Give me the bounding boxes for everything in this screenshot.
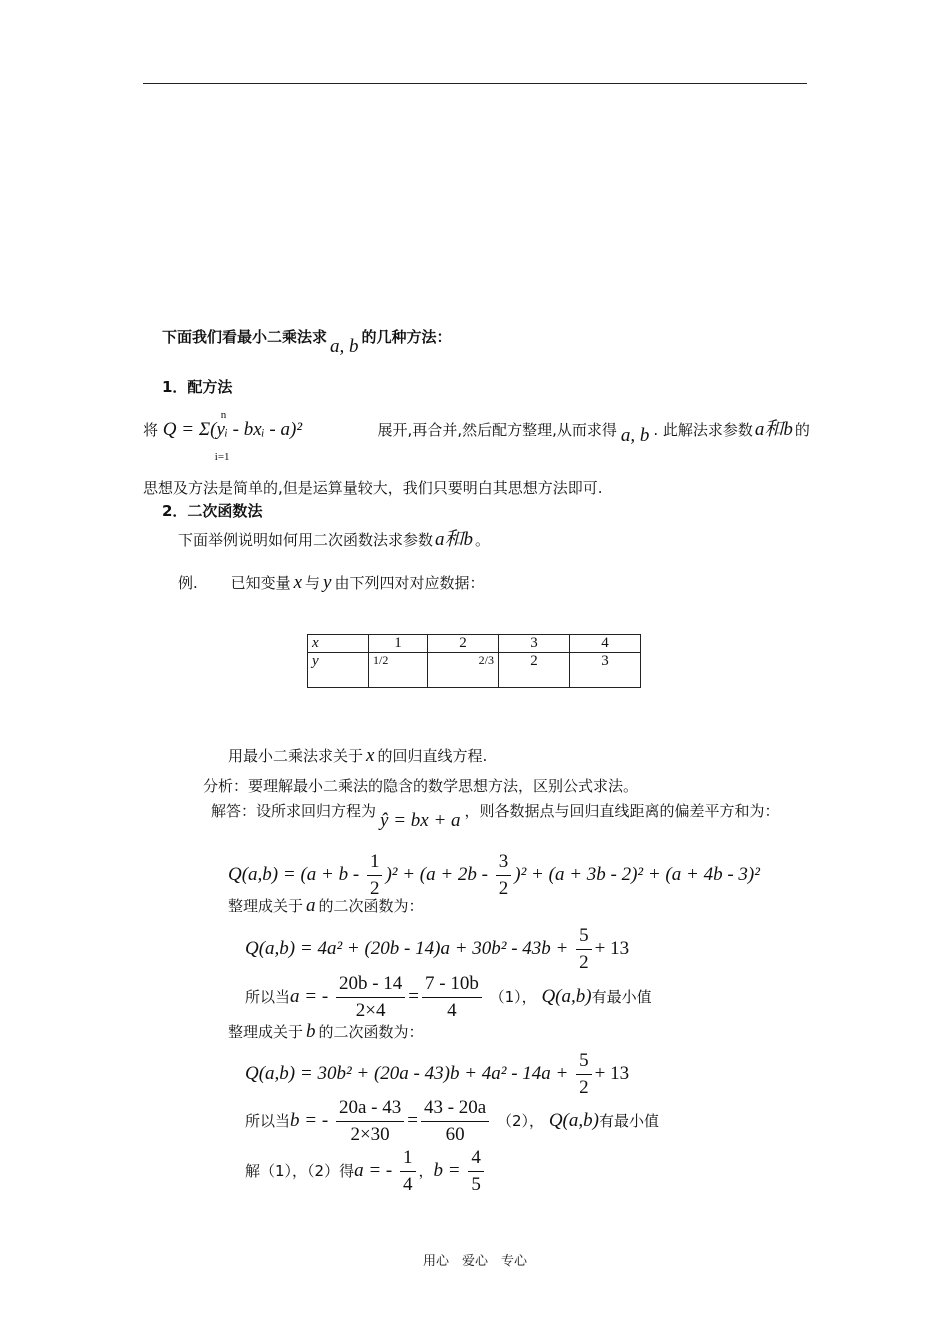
answer-line <box>211 800 780 831</box>
min-a-eq: = <box>408 986 419 1007</box>
frac-num: 3 <box>498 851 509 872</box>
intro-vars: a和b <box>435 529 474 550</box>
eq2-lhs: Q(a,b) = 4a² + (20b - 14)a + 30b² - 43b + <box>245 937 569 959</box>
frac-num: 5 <box>579 1050 589 1071</box>
eq1-mid: )² + (a + 2b - <box>385 863 489 885</box>
eq1-fraction-1 <box>367 851 383 900</box>
frac-num: 1 <box>369 851 380 872</box>
frac-den: 2 <box>576 1074 592 1099</box>
table-cell: 2 <box>499 653 570 688</box>
solution-a-lhs: a = - <box>354 1160 393 1181</box>
frac-num: 1 <box>403 1147 413 1168</box>
section1-title: 1．配方法 <box>162 378 233 396</box>
table-head-y: y <box>308 653 369 688</box>
analysis-line: 分析：要理解最小二乘法的隐含的数学思想方法，区别公式求法。 <box>203 777 639 795</box>
step-a-line <box>228 895 424 917</box>
para1-lead: 将 <box>143 421 159 439</box>
header-rule <box>143 83 807 84</box>
least-squares-formula <box>162 409 378 463</box>
formula-text: Q = Σ(yᵢ - bxᵢ - a)² <box>162 419 303 440</box>
task-line <box>228 745 487 767</box>
answer-pre: 解答：设所求回归方程为 <box>211 802 377 820</box>
example-mid: 与 <box>305 574 321 592</box>
frac-den: 4 <box>422 997 482 1022</box>
frac-den: 2×4 <box>336 997 405 1022</box>
para1-vars: a, b <box>620 425 650 446</box>
frac-den: 5 <box>468 1171 484 1196</box>
eq1-lhs: Q(a,b) = (a + b - <box>228 863 360 885</box>
task-x: x <box>366 745 375 766</box>
min-a-line <box>245 973 652 1022</box>
frac-num: 4 <box>471 1147 481 1168</box>
min-b-eq: = <box>407 1110 418 1131</box>
deviation-sum-equation <box>228 851 760 900</box>
heading-vars: a, b <box>330 336 359 357</box>
quadratic-in-a-equation <box>245 925 629 974</box>
sum-upper-limit: n <box>220 409 227 421</box>
frac-den: 60 <box>421 1121 489 1146</box>
page-footer: 用心 爱心 专心 <box>423 1254 528 1269</box>
frac-den: 2×30 <box>336 1121 404 1146</box>
solution-b-fraction <box>468 1147 484 1196</box>
solution-sep: ， <box>418 1162 434 1180</box>
para1-mid2: . 此解法求参数 <box>653 421 753 439</box>
example-line <box>178 572 484 594</box>
table-row-x <box>308 635 641 653</box>
intro-text: 下面举例说明如何用二次函数法求参数 <box>178 531 434 549</box>
table-cell: 1/2 <box>369 653 428 688</box>
frac-den: 2 <box>367 875 383 900</box>
min-a-lhs: a = - <box>290 986 329 1007</box>
solution-pre: 解（1），（2）得 <box>245 1162 355 1180</box>
data-table <box>307 634 641 688</box>
solution-line <box>245 1147 487 1196</box>
min-b-q: Q(a,b) <box>548 1110 599 1131</box>
frac-num: 20b - 14 <box>338 973 403 994</box>
min-b-fraction-1 <box>336 1097 404 1146</box>
example-x: x <box>293 572 303 593</box>
eq3-fraction <box>576 1050 592 1099</box>
para1-end: 的 <box>794 421 810 439</box>
table-cell: 2/3 <box>428 653 499 688</box>
task-pre: 用最小二乘法求关于 <box>228 747 364 765</box>
heading-text-end: 的几种方法： <box>361 328 452 346</box>
eq3-lhs: Q(a,b) = 30b² + (20a - 43)b + 4a² - 14a + <box>245 1062 569 1084</box>
min-b-lhs: b = - <box>290 1110 329 1131</box>
step-b-var: b <box>306 1021 316 1042</box>
step-b-line <box>228 1021 424 1043</box>
table-row-y <box>308 653 641 688</box>
step-a-var: a <box>306 895 316 916</box>
solution-a-fraction <box>400 1147 416 1196</box>
table-cell: 3 <box>499 635 570 653</box>
table-cell: 4 <box>570 635 641 653</box>
section2-intro <box>178 524 490 551</box>
frac-num: 43 - 20a <box>423 1097 487 1118</box>
table-cell: 3 <box>570 653 641 688</box>
min-a-pre: 所以当 <box>245 988 291 1006</box>
example-pre: 已知变量 <box>230 574 291 592</box>
task-post: 的回归直线方程. <box>377 747 488 765</box>
min-b-tag: （2）， <box>496 1112 545 1130</box>
step-b-pre: 整理成关于 <box>228 1023 304 1041</box>
step-a-pre: 整理成关于 <box>228 897 304 915</box>
frac-num: 20a - 43 <box>338 1097 402 1118</box>
table-head-x: x <box>308 635 369 653</box>
answer-post: ，则各数据点与回归直线距离的偏差平方和为： <box>464 802 780 820</box>
min-a-fraction-1 <box>336 973 405 1022</box>
heading-text: 下面我们看最小二乘法求 <box>162 328 328 346</box>
min-b-post: 有最小值 <box>598 1112 659 1130</box>
methods-heading <box>162 326 452 357</box>
frac-den: 2 <box>576 949 592 974</box>
frac-num: 7 - 10b <box>425 973 479 994</box>
table-cell: 2 <box>428 635 499 653</box>
quadratic-in-b-equation <box>245 1050 629 1099</box>
step-b-post: 的二次函数为： <box>318 1023 424 1041</box>
min-b-line <box>245 1097 659 1146</box>
solution-b-lhs: b = <box>433 1160 461 1181</box>
frac-den: 2 <box>496 875 512 900</box>
intro-end: 。 <box>475 531 491 549</box>
para1-vars2: a和b <box>754 419 793 440</box>
eq3-rhs: + 13 <box>594 1062 630 1084</box>
min-a-fraction-2 <box>422 973 482 1022</box>
example-y: y <box>323 572 332 593</box>
min-a-post: 有最小值 <box>591 988 652 1006</box>
eq1-rest: )² + (a + 3b - 2)² + (a + 4b - 3)² <box>514 863 760 885</box>
regression-formula: ŷ = bx + a <box>380 810 461 831</box>
table-cell: 1 <box>369 635 428 653</box>
para1-line2: 思想及方法是简单的,但是运算量较大，我们只要明白其思想方法即可. <box>143 479 603 497</box>
min-a-q: Q(a,b) <box>541 986 592 1007</box>
min-a-tag: （1）， <box>489 988 537 1006</box>
example-label: 例. <box>178 574 198 592</box>
section2-title: 2．二次函数法 <box>162 502 263 520</box>
sum-lower-limit: i=1 <box>214 451 230 463</box>
frac-num: 5 <box>579 925 589 946</box>
frac-den: 4 <box>400 1171 416 1196</box>
para1-line1 <box>143 409 810 463</box>
min-b-fraction-2 <box>421 1097 489 1146</box>
eq2-rhs: + 13 <box>594 937 630 959</box>
example-post: 由下列四对对应数据： <box>334 574 485 592</box>
eq1-fraction-2 <box>496 851 512 900</box>
step-a-post: 的二次函数为： <box>318 897 424 915</box>
min-b-pre: 所以当 <box>245 1112 291 1130</box>
para1-mid: 展开,再合并,然后配方整理,从而求得 <box>377 421 617 439</box>
eq2-fraction <box>576 925 592 974</box>
